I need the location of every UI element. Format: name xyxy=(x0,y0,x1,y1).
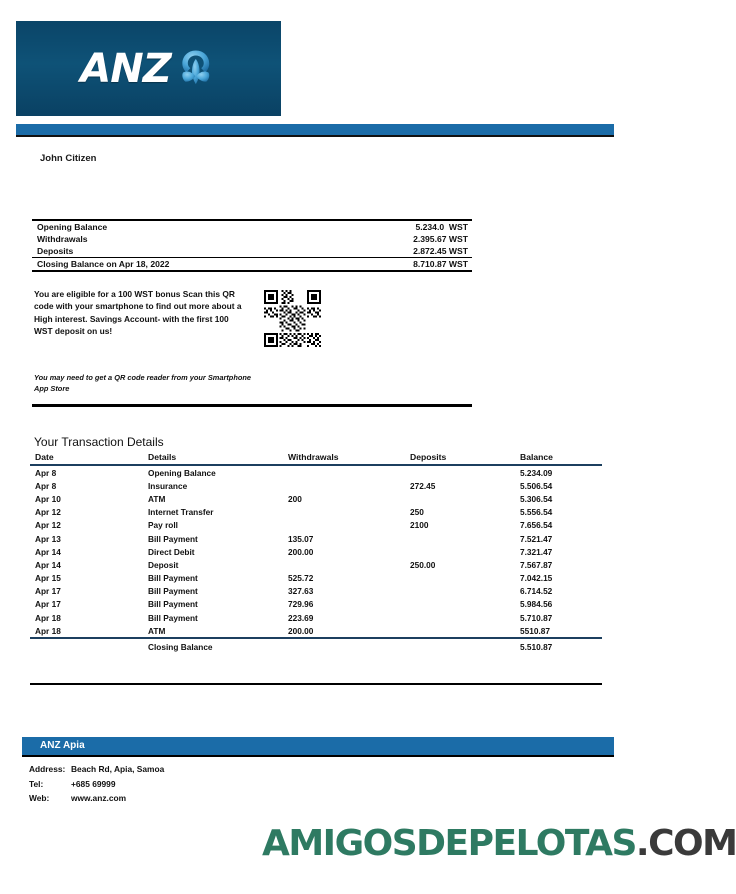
promo-divider-rule xyxy=(32,404,472,407)
cell-balance: 7.042.15 xyxy=(520,573,553,584)
cell-date: Apr 10 xyxy=(35,493,61,504)
column-header-details: Details xyxy=(148,452,288,465)
cell-details: Bill Payment xyxy=(148,573,198,584)
table-row xyxy=(30,545,602,558)
summary-closing-label: Closing Balance on Apr 18, 2022 xyxy=(37,259,170,269)
footer-web-label: Web: xyxy=(29,793,50,804)
summary-label: Deposits xyxy=(37,246,74,256)
cell-date: Apr 14 xyxy=(35,546,61,557)
anz-wordmark: ANZ xyxy=(80,45,171,92)
anz-lotus-icon xyxy=(175,48,217,90)
cell-withdrawals xyxy=(288,465,410,479)
cell-date: Apr 17 xyxy=(35,599,61,610)
cell-details: Deposit xyxy=(148,559,179,570)
cell-date: Apr 13 xyxy=(35,533,61,544)
table-row xyxy=(30,585,602,598)
table-row xyxy=(30,519,602,532)
cell-withdrawals xyxy=(288,638,410,654)
summary-row xyxy=(32,221,472,233)
summary-closing-amount: 8.710.87 WST xyxy=(413,259,468,269)
cell-balance: 5.234.09 xyxy=(520,467,553,478)
cell-balance: 5.506.54 xyxy=(520,480,553,491)
cell-balance: 5.510.87 xyxy=(520,638,602,654)
cell-deposits xyxy=(410,545,520,558)
closing-balance-row xyxy=(30,638,602,654)
watermark-tld: .COM xyxy=(635,823,736,864)
cell-date xyxy=(30,638,148,654)
footer-branch-bar xyxy=(22,737,614,755)
summary-label: Opening Balance xyxy=(37,222,108,232)
footer-address-value: Beach Rd, Apia, Samoa xyxy=(71,764,165,774)
cell-date: Apr 12 xyxy=(35,507,61,518)
footer-address-row xyxy=(29,762,164,777)
cell-withdrawals: 200 xyxy=(288,493,302,504)
cell-details: Bill Payment xyxy=(148,612,198,623)
cell-balance: 7.521.47 xyxy=(520,533,553,544)
cell-deposits: 250 xyxy=(410,507,424,518)
cell-deposits xyxy=(410,572,520,585)
cell-details: Opening Balance xyxy=(148,467,216,478)
cell-withdrawals xyxy=(288,519,410,532)
table-row xyxy=(30,624,602,638)
summary-row xyxy=(32,233,472,245)
cell-balance: 7.321.47 xyxy=(520,546,553,557)
table-row xyxy=(30,465,602,479)
promo-text: You are eligible for a 100 WST bonus Scan this QR code with your smartphone to find out more about a High interest. Savings Account- with the first 100 WST deposit on us! xyxy=(34,289,242,337)
cell-withdrawals: 200.00 xyxy=(288,546,314,557)
cell-deposits xyxy=(410,638,520,654)
column-header-date: Date xyxy=(30,452,148,465)
promo-note: You may need to get a QR code reader from your Smartphone App Store xyxy=(34,373,251,394)
table-header-row xyxy=(30,452,602,465)
footer-branch-name: ANZ Apia xyxy=(40,740,85,751)
cell-details: ATM xyxy=(148,625,166,636)
cell-withdrawals xyxy=(288,558,410,571)
cell-details: Bill Payment xyxy=(148,599,198,610)
table-row xyxy=(30,598,602,611)
cell-withdrawals xyxy=(288,479,410,492)
cell-date: Apr 8 xyxy=(35,467,57,478)
summary-amount: 2.395.67 WST xyxy=(413,234,468,244)
footer-rule xyxy=(22,755,614,757)
cell-balance: 6.714.52 xyxy=(520,586,553,597)
anz-logo-box xyxy=(16,21,281,116)
cell-balance: 5.984.56 xyxy=(520,599,553,610)
table-row xyxy=(30,479,602,492)
column-header-deposits: Deposits xyxy=(410,452,520,465)
header-accent-bar xyxy=(16,124,614,135)
transactions-title: Your Transaction Details xyxy=(34,435,164,449)
cell-deposits xyxy=(410,624,520,638)
footer-contact-info xyxy=(29,762,164,806)
cell-balance: 5.556.54 xyxy=(520,507,553,518)
cell-details: ATM xyxy=(148,493,166,504)
cell-withdrawals: 729.96 xyxy=(288,599,314,610)
cell-date: Apr 12 xyxy=(35,520,61,531)
summary-label: Withdrawals xyxy=(37,234,88,244)
cell-balance: 5510.87 xyxy=(520,625,550,636)
cell-balance: 5.710.87 xyxy=(520,612,553,623)
table-row xyxy=(30,572,602,585)
cell-date: Apr 18 xyxy=(35,612,61,623)
qr-code-icon xyxy=(264,290,321,347)
cell-date: Apr 8 xyxy=(35,480,57,491)
watermark xyxy=(262,823,736,864)
footer-web-value[interactable]: www.anz.com xyxy=(71,793,127,804)
cell-deposits xyxy=(410,492,520,505)
summary-amount: 5.234.0 WST xyxy=(415,222,468,232)
cell-withdrawals xyxy=(288,506,410,519)
cell-date: Apr 15 xyxy=(35,573,61,584)
footer-tel-row xyxy=(29,777,164,792)
cell-deposits xyxy=(410,532,520,545)
watermark-main: AMIGOSDEPELOTAS xyxy=(262,823,636,864)
cell-withdrawals: 525.72 xyxy=(288,573,314,584)
account-summary-table xyxy=(32,219,472,272)
column-header-balance: Balance xyxy=(520,452,602,465)
table-row xyxy=(30,558,602,571)
summary-row xyxy=(32,245,472,257)
cell-details: Closing Balance xyxy=(148,638,288,654)
transactions-bottom-rule xyxy=(30,683,602,685)
cell-balance: 7.656.54 xyxy=(520,520,553,531)
cell-withdrawals: 327.63 xyxy=(288,586,314,597)
anz-logo xyxy=(80,45,216,92)
cell-withdrawals: 223.69 xyxy=(288,612,314,623)
cell-balance: 5.306.54 xyxy=(520,493,553,504)
table-row xyxy=(30,611,602,624)
cell-details: Bill Payment xyxy=(148,533,198,544)
cell-deposits xyxy=(410,465,520,479)
footer-address-label: Address: xyxy=(29,764,66,774)
customer-name: John Citizen xyxy=(40,153,97,164)
cell-date: Apr 14 xyxy=(35,559,61,570)
header-accent-rule xyxy=(16,135,614,137)
cell-date: Apr 18 xyxy=(35,625,61,636)
cell-deposits xyxy=(410,585,520,598)
cell-deposits xyxy=(410,598,520,611)
transactions-table xyxy=(30,452,602,654)
cell-details: Insurance xyxy=(148,480,188,491)
table-row xyxy=(30,506,602,519)
cell-deposits: 250.00 xyxy=(410,559,436,570)
cell-details: Bill Payment xyxy=(148,586,198,597)
summary-amount: 2.872.45 WST xyxy=(413,246,468,256)
cell-deposits: 2100 xyxy=(410,520,429,531)
cell-balance: 7.567.87 xyxy=(520,559,553,570)
summary-closing-row xyxy=(32,257,472,270)
cell-details: Direct Debit xyxy=(148,546,195,557)
cell-withdrawals: 135.07 xyxy=(288,533,314,544)
cell-details: Pay roll xyxy=(148,520,178,531)
table-row xyxy=(30,492,602,505)
footer-tel-label: Tel: xyxy=(29,778,44,789)
cell-details: Internet Transfer xyxy=(148,507,214,518)
table-row xyxy=(30,532,602,545)
cell-withdrawals: 200.00 xyxy=(288,625,314,636)
cell-deposits: 272.45 xyxy=(410,480,436,491)
cell-deposits xyxy=(410,611,520,624)
column-header-withdrawals: Withdrawals xyxy=(288,452,410,465)
footer-tel-value: +685 69999 xyxy=(71,778,116,789)
cell-date: Apr 17 xyxy=(35,586,61,597)
footer-web-row xyxy=(29,791,164,806)
